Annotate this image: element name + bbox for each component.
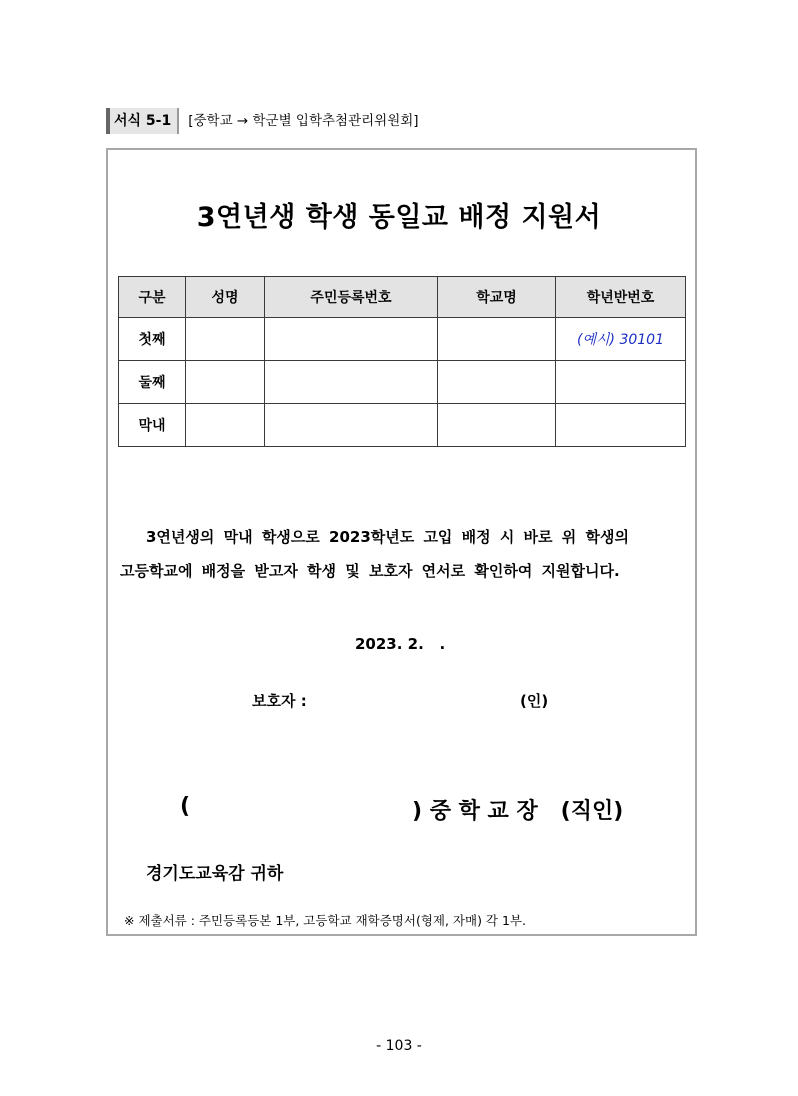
application-statement (120, 520, 680, 588)
guardian-label: 보호자 : (252, 692, 307, 710)
resident-number-cell[interactable] (265, 361, 438, 404)
statement-line-1: 3연년생의 막내 학생으로 2023학년도 고입 배정 시 바로 위 학생의 (146, 528, 629, 546)
name-cell[interactable] (186, 361, 265, 404)
school-cell[interactable] (438, 361, 556, 404)
guardian-seal-mark: (인) (520, 692, 549, 710)
row-label-youngest: 막내 (119, 404, 186, 447)
application-date: 2023. 2. . (355, 635, 446, 653)
table-row-second (119, 361, 686, 404)
class-number-cell[interactable] (556, 361, 686, 404)
example-text: (예시) 30101 (577, 332, 664, 348)
resident-number-cell[interactable] (265, 318, 438, 361)
column-header-resident-number: 주민등록번호 (265, 277, 438, 318)
form-number-badge: 서식 5-1 (106, 108, 179, 134)
class-number-cell[interactable] (556, 404, 686, 447)
table-header-row (119, 277, 686, 318)
name-cell[interactable] (186, 318, 265, 361)
column-header-category: 구분 (119, 277, 186, 318)
table-row-youngest (119, 404, 686, 447)
page-number: - 103 - (376, 1038, 422, 1054)
school-cell[interactable] (438, 318, 556, 361)
document-title: 3연년생 학생 동일교 배정 지원서 (196, 202, 602, 233)
form-header (106, 108, 419, 134)
resident-number-cell[interactable] (265, 404, 438, 447)
school-cell[interactable] (438, 404, 556, 447)
row-label-first: 첫째 (119, 318, 186, 361)
student-table (118, 276, 686, 447)
form-route-label: [중학교 → 학군별 입학추첨관리위원회] (188, 113, 419, 129)
submission-note: ※ 제출서류 : 주민등록등본 1부, 고등학교 재학증명서(형제, 자매) 각 1부. (124, 913, 526, 928)
addressee: 경기도교육감 귀하 (146, 864, 284, 884)
name-cell[interactable] (186, 404, 265, 447)
row-label-second: 둘째 (119, 361, 186, 404)
principal-title: ) 중 학 교 장 (직인) (412, 799, 624, 824)
table-row-first (119, 318, 686, 361)
column-header-school: 학교명 (438, 277, 556, 318)
statement-line-2: 고등학교에 배정을 받고자 학생 및 보호자 연서로 확인하여 지원합니다. (120, 562, 620, 580)
class-number-cell[interactable] (556, 318, 686, 361)
column-header-class-number: 학년반번호 (556, 277, 686, 318)
column-header-name: 성명 (186, 277, 265, 318)
principal-school-open-paren: ( (180, 794, 191, 819)
